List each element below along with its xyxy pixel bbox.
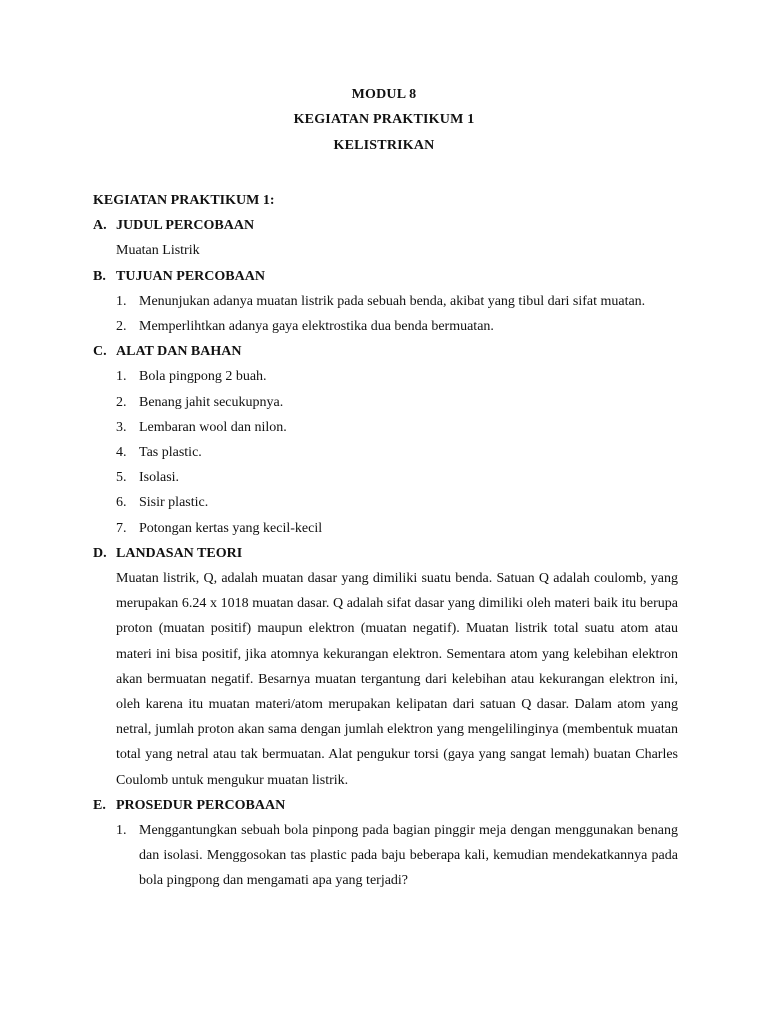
section-e-heading (93, 793, 678, 818)
list-number: 7. (116, 520, 127, 536)
list-number: 2. (116, 319, 127, 335)
list-item (93, 289, 678, 314)
list-number: 1. (116, 369, 127, 385)
list-item (93, 364, 678, 389)
list-item-text: Lembaran wool dan nilon. (139, 419, 287, 435)
list-item (93, 516, 678, 541)
list-item (93, 390, 678, 415)
list-item-text: Isolasi. (139, 470, 180, 486)
module-title: MODUL 8 (351, 87, 417, 102)
section-letter: A. (93, 218, 107, 234)
list-item-text: Bola pingpong 2 buah. (139, 369, 267, 385)
list-item (93, 415, 678, 440)
list-number: 1. (116, 293, 127, 309)
list-item-text: Menunjukan adanya muatan listrik pada sebuah benda, akibat yang tibul dari sifat muatan. (139, 293, 646, 309)
list-number: 3. (116, 419, 127, 435)
list-number: 1. (116, 823, 127, 839)
list-number: 2. (116, 394, 127, 410)
section-title: JUDUL PERCOBAAN (116, 218, 255, 234)
list-item (93, 490, 678, 515)
section-letter: C. (93, 344, 107, 360)
list-item-text: Memperlihtkan adanya gaya elektrostika dua benda bermuatan. (139, 319, 494, 335)
section-c-heading (93, 339, 678, 364)
section-a-heading (93, 213, 678, 238)
section-title: LANDASAN TEORI (116, 545, 243, 561)
section-d-heading (93, 541, 678, 566)
list-number: 4. (116, 445, 127, 461)
section-b-heading (93, 264, 678, 289)
list-item-text: Benang jahit secukupnya. (139, 394, 284, 410)
theory-paragraph: Muatan listrik, Q, adalah muatan dasar yang dimiliki suatu benda. Satuan Q adalah coulomb, yang merupakan 6.24 x 1018 muatan dasar. Q adalah sifat dasar yang dimiliki oleh materi baik itu berupa proton (muatan positif) maupun elektron (muatan negatif). Muatan listrik total suatu atom atau materi ini bisa positif, jika atomnya kekurangan elektron. Sementara atom yang kelebihan elektron akan bermuatan negatif. Besarnya muatan tergantung dari kelebihan atau kekurangan elektron ini, oleh karena itu muatan materi/atom merupakan kelipatan dari satuan Q dasar. Dalam atom yang netral, jumlah proton akan sama dengan jumlah elektron yang mengelilinginya (membentuk muatan total yang netral atau tak bermuatan. Alat pengukur torsi (gaya yang sangat lemah) buatan Charles Coulomb untuk mengukur muatan listrik. (116, 571, 678, 788)
section-letter: E. (93, 797, 106, 813)
list-item (93, 818, 678, 894)
list-item-text: Potongan kertas yang kecil-kecil (139, 520, 323, 536)
list-item (93, 440, 678, 465)
section-title: TUJUAN PERCOBAAN (116, 268, 265, 284)
section-a-text: Muatan Listrik (116, 243, 200, 259)
list-item (93, 465, 678, 490)
section-letter: D. (93, 545, 107, 561)
document-body (93, 188, 678, 894)
section-letter: B. (93, 268, 106, 284)
section-title: ALAT DAN BAHAN (116, 344, 242, 360)
list-number: 5. (116, 470, 127, 486)
list-item-text: Sisir plastic. (139, 495, 209, 511)
topic-title: KELISTRIKAN (333, 138, 435, 153)
list-number: 6. (116, 495, 127, 511)
intro-heading: KEGIATAN PRAKTIKUM 1: (93, 193, 275, 208)
list-item (93, 314, 678, 339)
list-item-text: Menggantungkan sebuah bola pinpong pada bagian pinggir meja dengan menggunakan benang dan isolasi. Menggosokan tas plastic pada baju beberapa kali, kemudian mendekatkannya pada bola pingpong dan mengamati apa yang terjadi? (139, 823, 678, 889)
list-item-text: Tas plastic. (139, 445, 202, 461)
section-title: PROSEDUR PERCOBAAN (116, 797, 286, 813)
activity-title: KEGIATAN PRAKTIKUM 1 (293, 112, 475, 127)
